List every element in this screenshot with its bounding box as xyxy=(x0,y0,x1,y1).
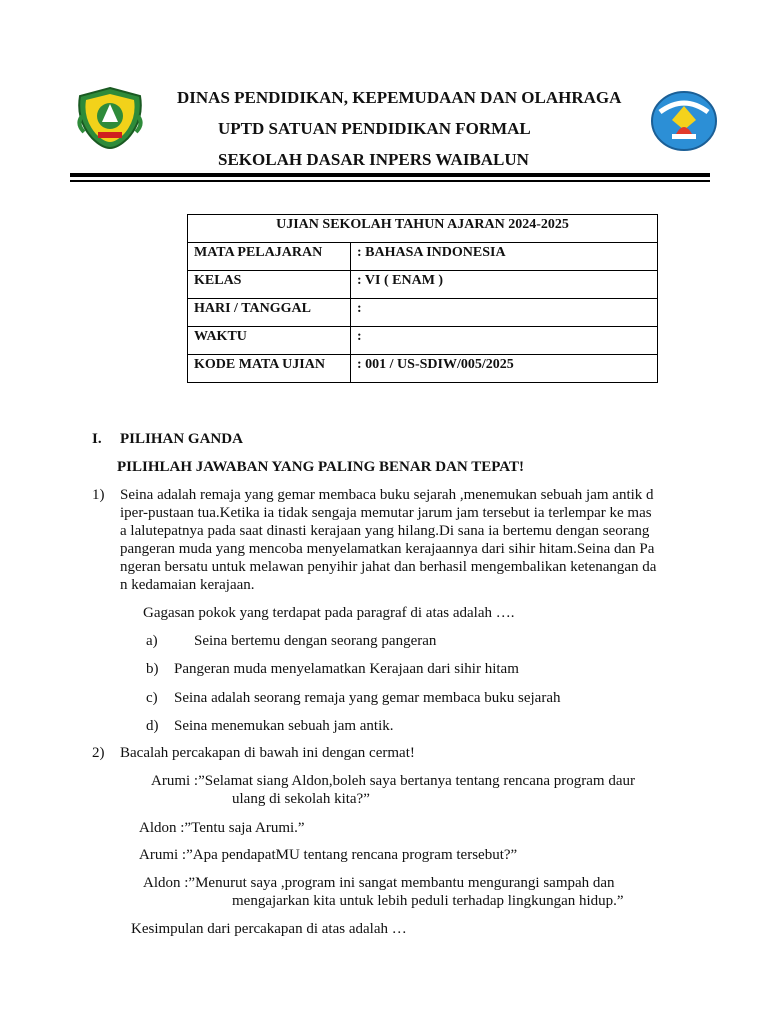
header-divider-thin xyxy=(70,180,710,182)
table-row xyxy=(188,271,658,299)
section-number: I. xyxy=(92,431,102,447)
exam-code-label: KODE MATA UJIAN xyxy=(188,355,351,383)
header-divider-thick xyxy=(70,173,710,177)
question-1-line: a lalutepatnya pada saat dinasti kerajaan yang hilang.Di sana ia bertemu dengan seorang xyxy=(120,523,650,539)
question-1-number: 1) xyxy=(92,487,105,503)
dialog-line: Arumi :”Selamat siang Aldon,boleh saya bertanya tentang rencana program daur xyxy=(151,773,635,789)
question-1-line: ngeran bersatu untuk melawan penyihir jahat dan berhasil mengembalikan ketenangan da xyxy=(120,559,657,575)
subject-value: : BAHASA INDONESIA xyxy=(351,243,658,271)
option-letter: d) xyxy=(146,718,159,734)
date-value: : xyxy=(351,299,658,327)
option-text: Seina adalah seorang remaja yang gemar membaca buku sejarah xyxy=(174,690,561,706)
question-1-prompt: Gagasan pokok yang terdapat pada paragraf di atas adalah …. xyxy=(143,605,515,621)
question-2-intro: Bacalah percakapan di bawah ini dengan cermat! xyxy=(120,745,415,761)
dialog-line: Aldon :”Tentu saja Arumi.” xyxy=(139,820,305,836)
school-name: SEKOLAH DASAR INPERS WAIBALUN xyxy=(218,150,529,169)
class-label: KELAS xyxy=(188,271,351,299)
question-1-line: iper-pustaan tua.Ketika ia tidak sengaja memutar jarum jam tersebut ia terlempar ke mas xyxy=(120,505,652,521)
table-row xyxy=(188,215,658,243)
section-instruction: PILIHLAH JAWABAN YANG PALING BENAR DAN TEPAT! xyxy=(117,459,524,475)
regency-emblem-icon xyxy=(74,86,146,150)
tut-wuri-handayani-icon xyxy=(650,90,718,152)
table-row xyxy=(188,355,658,383)
class-value: : VI ( ENAM ) xyxy=(351,271,658,299)
subject-label: MATA PELAJARAN xyxy=(188,243,351,271)
unit-name: UPTD SATUAN PENDIDIKAN FORMAL xyxy=(218,119,531,138)
question-2-number: 2) xyxy=(92,745,105,761)
question-1-line: n kedamaian kerajaan. xyxy=(120,577,255,593)
table-row xyxy=(188,299,658,327)
date-label: HARI / TANGGAL xyxy=(188,299,351,327)
time-value: : xyxy=(351,327,658,355)
table-row xyxy=(188,243,658,271)
option-letter: b) xyxy=(146,661,159,677)
option-text: Seina menemukan sebuah jam antik. xyxy=(174,718,394,734)
question-1-line: pangeran muda yang mencoba menyelamatkan kerajaannya dari sihir hitam.Seina dan Pa xyxy=(120,541,655,557)
option-letter: c) xyxy=(146,690,158,706)
option-text: Seina bertemu dengan seorang pangeran xyxy=(194,633,437,649)
option-text: Pangeran muda menyelamatkan Kerajaan dari sihir hitam xyxy=(174,661,519,677)
dialog-line: Aldon :”Menurut saya ,program ini sangat membantu mengurangi sampah dan xyxy=(143,875,615,891)
exam-title: UJIAN SEKOLAH TAHUN AJARAN 2024-2025 xyxy=(188,215,658,243)
option-letter: a) xyxy=(146,633,158,649)
agency-name: DINAS PENDIDIKAN, KEPEMUDAAN DAN OLAHRAGA xyxy=(177,88,622,107)
exam-info-table xyxy=(187,214,658,383)
time-label: WAKTU xyxy=(188,327,351,355)
dialog-line: mengajarkan kita untuk lebih peduli terhadap lingkungan hidup.” xyxy=(232,893,624,909)
question-1-line: Seina adalah remaja yang gemar membaca buku sejarah ,menemukan sebuah jam antik d xyxy=(120,487,654,503)
exam-code-value: : 001 / US-SDIW/005/2025 xyxy=(351,355,658,383)
dialog-line: ulang di sekolah kita?” xyxy=(232,791,370,807)
table-row xyxy=(188,327,658,355)
dialog-line: Arumi :”Apa pendapatMU tentang rencana program tersebut?” xyxy=(139,847,518,863)
section-title: PILIHAN GANDA xyxy=(120,431,243,447)
question-2-prompt: Kesimpulan dari percakapan di atas adalah … xyxy=(131,921,407,937)
